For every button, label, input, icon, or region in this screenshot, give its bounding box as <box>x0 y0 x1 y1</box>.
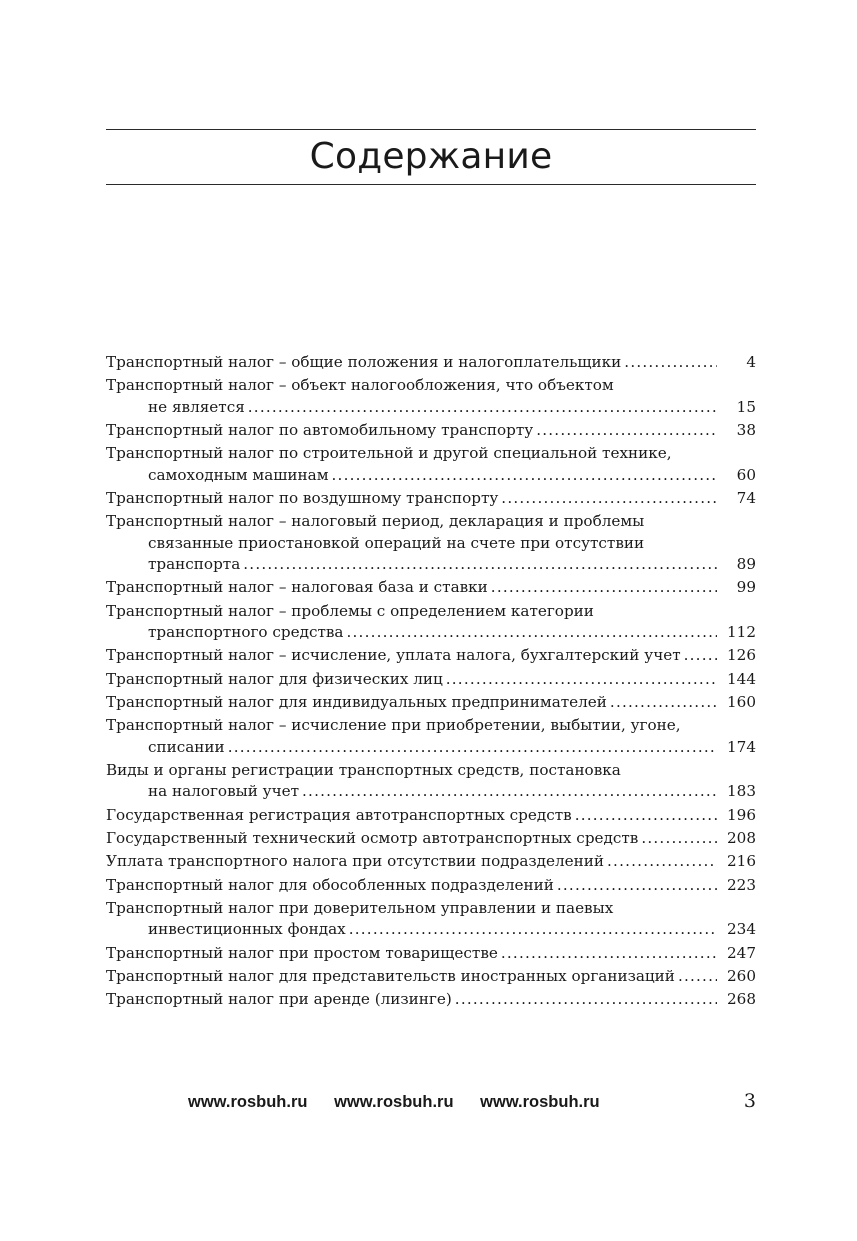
title-rule-bottom <box>106 184 756 185</box>
footer-link[interactable]: www.rosbuh.ru <box>188 1093 308 1111</box>
toc-page-number: 144 <box>727 669 756 688</box>
toc-entry[interactable] <box>106 669 756 690</box>
toc-page-number: 99 <box>736 578 756 597</box>
dot-leader <box>228 737 717 758</box>
toc-entry-text: Транспортный налог при простом товариществе <box>106 943 498 962</box>
toc-entry-text: Уплата транспортного налога при отсутствии подразделений <box>106 852 605 871</box>
page-number: 3 <box>743 1090 756 1112</box>
page-title: Содержание <box>309 136 553 177</box>
toc-entry-text: Транспортный налог для физических лиц <box>106 669 443 688</box>
toc-entry[interactable] <box>106 601 756 643</box>
toc-entry-text: Транспортный налог – налоговый период, декларация и проблемы <box>106 512 645 531</box>
toc-page-number: 247 <box>727 943 756 962</box>
toc-page-number: 183 <box>727 782 756 801</box>
toc-entry[interactable] <box>106 375 756 417</box>
toc-entry-text: связанные приостановкой операций на счете при отсутствии <box>148 533 645 552</box>
toc-entry[interactable] <box>106 805 756 826</box>
toc-entry-text: транспорта <box>148 554 241 573</box>
toc-entry-text: Транспортный налог для представительств иностранных организаций <box>106 967 675 986</box>
toc-page-number: 4 <box>746 353 756 371</box>
dot-leader <box>455 989 717 1010</box>
toc-entry[interactable] <box>106 443 756 485</box>
toc-page-number: 234 <box>727 920 756 939</box>
toc-entry-text: Транспортный налог – исчисление при приобретении, выбытии, угоне, <box>106 716 681 735</box>
toc-entry-text: Транспортный налог для индивидуальных предпринимателей <box>106 692 607 711</box>
toc-page-number: 60 <box>736 465 756 484</box>
toc-entry[interactable] <box>106 989 756 1010</box>
toc-entry[interactable] <box>106 828 756 849</box>
toc-page-number: 38 <box>736 420 756 439</box>
toc-entry[interactable] <box>106 760 756 802</box>
toc-entry-text: Виды и органы регистрации транспортных средств, постановка <box>106 760 621 779</box>
toc-entry[interactable] <box>106 943 756 964</box>
dot-leader <box>641 828 717 849</box>
dot-leader <box>346 622 717 643</box>
toc-entry-text: Транспортный налог по строительной и другой специальной технике, <box>106 444 672 463</box>
toc-page-number: 174 <box>727 737 756 756</box>
toc-entry[interactable] <box>106 966 756 987</box>
toc-entry[interactable] <box>106 692 756 713</box>
toc-entry-text: списании <box>148 737 225 756</box>
dot-leader <box>332 465 717 486</box>
table-of-contents <box>106 352 756 1013</box>
toc-entry-text: на налоговый учет <box>148 782 300 801</box>
dot-leader <box>243 554 717 575</box>
toc-entry[interactable] <box>106 645 756 666</box>
toc-entry-text: Транспортный налог – объект налогообложения, что объектом <box>106 376 614 395</box>
dot-leader <box>678 966 717 987</box>
toc-page-number: 89 <box>736 554 756 573</box>
toc-entry-text: Государственный технический осмотр автотранспортных средств <box>106 828 639 847</box>
toc-entry-text: Транспортный налог по автомобильному транспорту <box>106 420 534 439</box>
toc-entry-text: Транспортный налог – общие положения и налогоплательщики <box>106 353 622 371</box>
toc-entry-text: Государственная регистрация автотранспортных средств <box>106 805 572 824</box>
toc-entry-text: Транспортный налог – исчисление, уплата налога, бухгалтерский учет <box>106 646 681 665</box>
toc-entry[interactable] <box>106 875 756 896</box>
toc-page-number: 126 <box>727 646 756 665</box>
toc-page-number: 216 <box>727 852 756 871</box>
toc-page-number: 196 <box>727 805 756 824</box>
toc-entry[interactable] <box>106 898 756 940</box>
dot-leader <box>501 943 717 964</box>
footer-link[interactable]: www.rosbuh.ru <box>480 1093 600 1111</box>
toc-page-number: 160 <box>727 692 756 711</box>
toc-entry-text: Транспортный налог по воздушному транспорту <box>106 488 499 507</box>
dot-leader <box>575 805 717 826</box>
toc-entry[interactable] <box>106 511 756 575</box>
toc-page-number: 74 <box>736 488 756 507</box>
toc-entry-text: Транспортный налог при аренде (лизинге) <box>106 990 452 1009</box>
toc-page-number: 223 <box>727 875 756 894</box>
toc-entry[interactable] <box>106 851 756 872</box>
dot-leader <box>607 851 717 872</box>
toc-entry[interactable] <box>106 352 756 373</box>
toc-entry-text: Транспортный налог – налоговая база и ставки <box>106 578 488 597</box>
dot-leader <box>446 669 717 690</box>
toc-entry-text: транспортного средства <box>148 622 344 641</box>
dot-leader <box>557 875 717 896</box>
toc-page-number: 208 <box>727 828 756 847</box>
dot-leader <box>684 645 717 666</box>
toc-entry[interactable] <box>106 488 756 509</box>
toc-page-number: 260 <box>727 967 756 986</box>
toc-entry[interactable] <box>106 420 756 441</box>
toc-page-number: 15 <box>736 397 756 416</box>
toc-page-number: 112 <box>727 622 756 641</box>
toc-page-number: 268 <box>727 990 756 1009</box>
toc-entry-text: самоходным машинам <box>148 465 329 484</box>
toc-entry-text: Транспортный налог при доверительном управлении и паевых <box>106 899 614 918</box>
dot-leader <box>302 781 717 802</box>
footer-link[interactable]: www.rosbuh.ru <box>334 1093 454 1111</box>
dot-leader <box>610 692 717 713</box>
toc-entry-text: не является <box>148 397 245 416</box>
toc-entry-text: Транспортный налог для обособленных подразделений <box>106 875 554 894</box>
dot-leader <box>491 577 717 598</box>
toc-entry[interactable] <box>106 715 756 757</box>
dot-leader <box>349 919 717 940</box>
toc-entry-text: инвестиционных фондах <box>148 920 346 939</box>
dot-leader <box>501 488 717 509</box>
footer-links <box>188 1093 622 1112</box>
dot-leader <box>248 397 717 418</box>
toc-entry[interactable] <box>106 577 756 598</box>
toc-entry-text: Транспортный налог – проблемы с определением категории <box>106 601 594 620</box>
dot-leader <box>624 352 717 373</box>
dot-leader <box>536 420 717 441</box>
